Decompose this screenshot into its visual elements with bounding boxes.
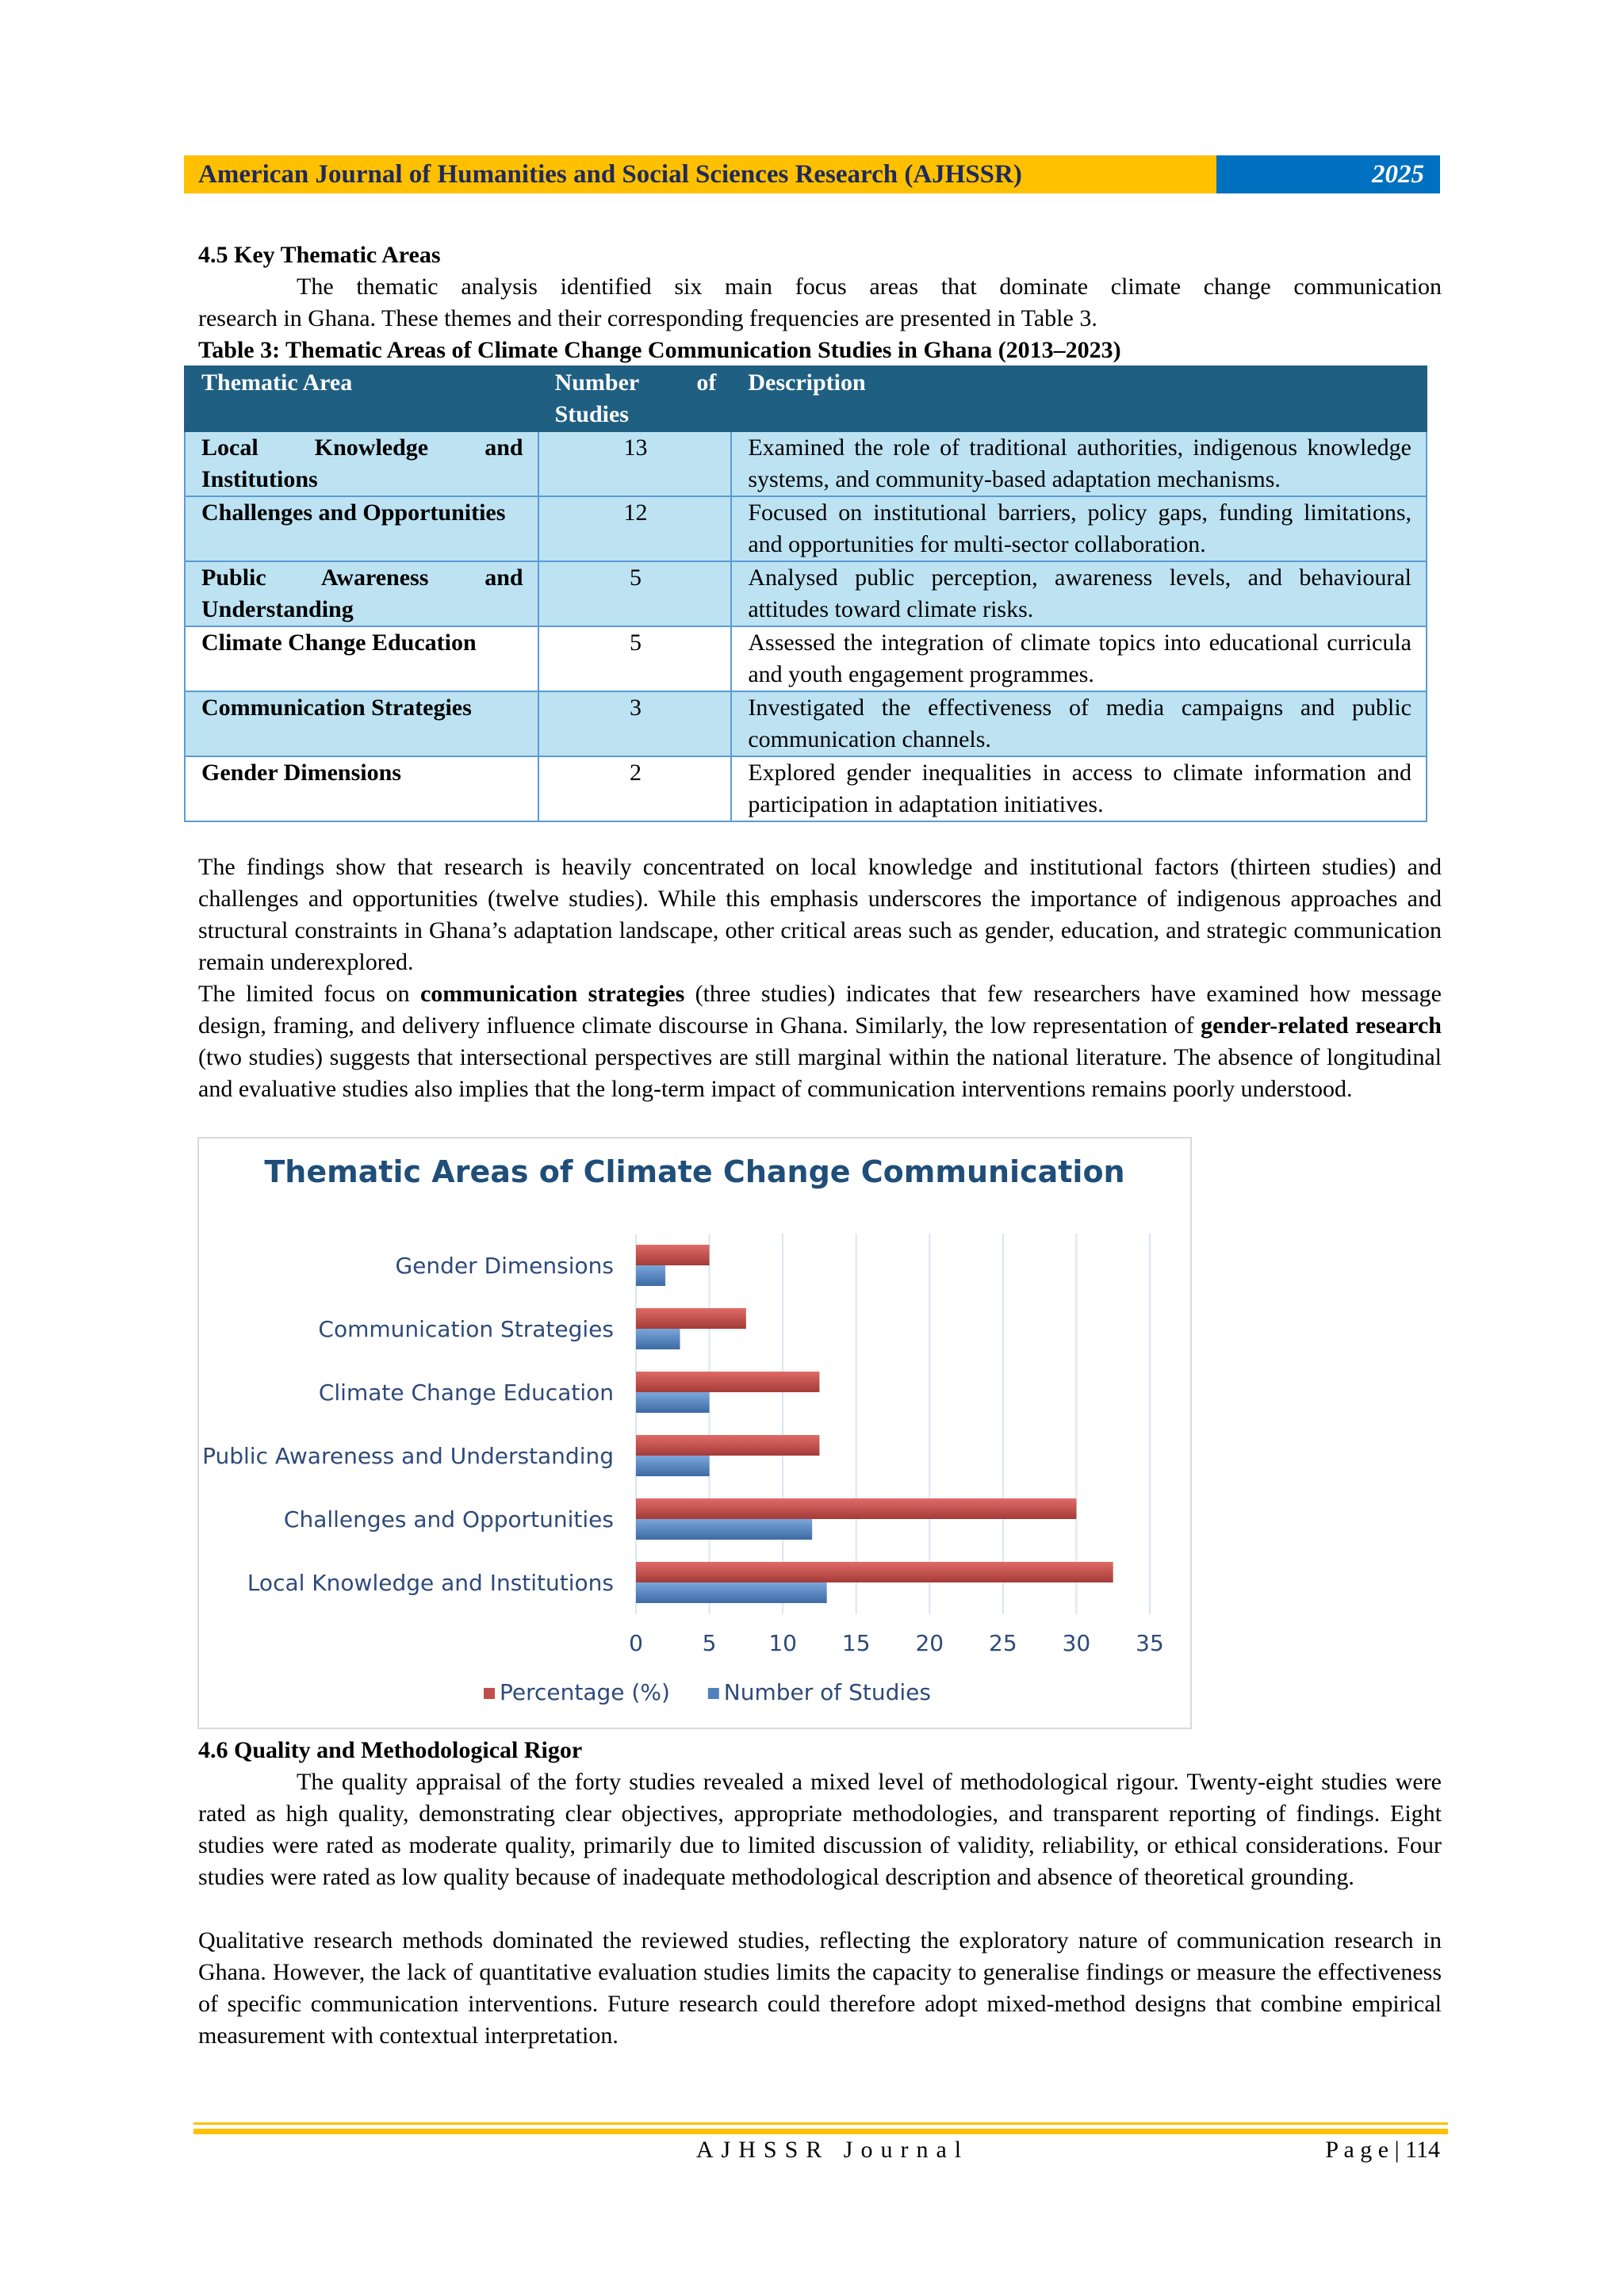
section-heading-4-6: 4.6 Quality and Methodological Rigor <box>198 1737 583 1763</box>
table-row <box>185 496 1427 561</box>
bar-percentage <box>636 1372 819 1392</box>
category-label: Gender Dimensions <box>395 1253 614 1279</box>
chart-title: Thematic Areas of Climate Change Communication <box>264 1154 1125 1189</box>
findings-p2-emphasis-gender: gender-related research <box>1201 1012 1442 1039</box>
bar-studies <box>636 1329 680 1349</box>
bar-percentage <box>636 1308 746 1329</box>
footer-journal: AJHSSR Journal <box>695 2137 970 2163</box>
row-area: Communication Strategies <box>185 691 538 756</box>
findings-paragraph-1: The findings show that research is heavily concentrated on local knowledge and institutional factors (thirteen studies) and challenges and opportunities (twelve studies). While this emphasis underscores the importance of indigenous approaches and structural constraints in Ghana’s adaptation landscape, other critical areas such as gender, education, and strategic communication remain underexplored. <box>198 854 1442 975</box>
bar-percentage <box>636 1245 710 1265</box>
header-description: Description <box>731 366 1427 431</box>
bar-studies <box>636 1519 812 1540</box>
bar-studies <box>636 1582 827 1603</box>
table-row <box>185 626 1427 691</box>
thematic-areas-chart <box>197 1137 1192 1729</box>
bar-percentage <box>636 1435 819 1456</box>
category-label: Communication Strategies <box>318 1316 614 1342</box>
bar-studies <box>636 1456 710 1476</box>
findings-p2-text-e: (two studies) suggests that intersectional perspectives are still marginal within the national literature. The absence of longitudinal and evaluative studies also implies that the long-term impact of communication interventions remains poorly understood. <box>198 1044 1442 1102</box>
table-caption: Table 3: Thematic Areas of Climate Change Communication Studies in Ghana (2013–2023) <box>198 337 1121 363</box>
row-count: 2 <box>538 756 732 821</box>
x-tick-label: 30 <box>1062 1630 1091 1656</box>
table-row <box>185 561 1427 626</box>
row-count: 5 <box>538 626 732 691</box>
row-area: Local Knowledge and Institutions <box>185 431 538 496</box>
category-label: Local Knowledge and Institutions <box>247 1570 614 1596</box>
legend-swatch <box>708 1688 719 1699</box>
quality-paragraph-1: The quality appraisal of the forty studies revealed a mixed level of methodological rigour. Twenty-eight studies were rated as high quality, demonstrating clear objectives, appropriate methodologies, and transparent reporting of findings. Eight studies were rated as moderate quality, primarily due to limited discussion of validity, reliability, or ethical considerations. Four studies were rated as low quality because of inadequate methodological description and absence of theoretical grounding. <box>198 1769 1442 1890</box>
journal-year: 2025 <box>1216 155 1440 193</box>
intro-line-1: The thematic analysis identified six main focus areas that dominate climate change communication <box>297 274 1442 300</box>
category-label: Public Awareness and Understanding <box>202 1443 614 1469</box>
legend-label: Percentage (%) <box>500 1679 670 1705</box>
findings-paragraph-2 <box>198 978 1442 1105</box>
category-label: Challenges and Opportunities <box>283 1506 614 1533</box>
header-thematic-area: Thematic Area <box>185 366 538 431</box>
row-area: Public Awareness and Understanding <box>185 561 538 626</box>
x-tick-label: 25 <box>989 1630 1017 1656</box>
row-count: 3 <box>538 691 732 756</box>
thematic-areas-table <box>184 365 1427 822</box>
x-tick-label: 10 <box>768 1630 797 1656</box>
row-area: Challenges and Opportunities <box>185 496 538 561</box>
table-row <box>185 756 1427 821</box>
row-description: Focused on institutional barriers, policy gaps, funding limitations, and opportunities for multi-sector collaboration. <box>731 496 1427 561</box>
table-row <box>185 691 1427 756</box>
table-header-row <box>185 366 1427 431</box>
header-number-of-studies: Number of Studies <box>538 366 732 431</box>
findings-p2-text-a: The limited focus on <box>198 981 420 1007</box>
footer-rule-thin <box>193 2122 1448 2125</box>
x-tick-label: 20 <box>915 1630 944 1656</box>
bar-studies <box>636 1265 665 1286</box>
findings-p2-emphasis-communication: communication strategies <box>419 981 685 1007</box>
x-tick-label: 15 <box>841 1630 871 1656</box>
row-description: Examined the role of traditional authorities, indigenous knowledge systems, and community-based adaptation mechanisms. <box>731 431 1427 496</box>
chart-canvas <box>199 1138 1190 1728</box>
quality-paragraph-2: Qualitative research methods dominated the reviewed studies, reflecting the exploratory nature of communication research in Ghana. However, the lack of quantitative evaluation studies limits the capacity to generalise findings or measure the effectiveness of specific communication interventions. Future research could therefore adopt mixed-method designs that combine empirical measurement with contextual interpretation. <box>198 1927 1442 2049</box>
row-count: 12 <box>538 496 732 561</box>
x-tick-label: 5 <box>702 1630 717 1656</box>
row-description: Assessed the integration of climate topics into educational curricula and youth engagement programmes. <box>731 626 1427 691</box>
category-label: Climate Change Education <box>318 1380 614 1406</box>
intro-line-2: research in Ghana. These themes and their corresponding frequencies are presented in Table 3. <box>198 305 1097 331</box>
section-heading-4-5: 4.5 Key Thematic Areas <box>198 242 441 268</box>
row-area: Climate Change Education <box>185 626 538 691</box>
bar-studies <box>636 1392 710 1413</box>
bar-percentage <box>636 1562 1113 1582</box>
legend-swatch <box>484 1688 495 1699</box>
row-count: 5 <box>538 561 732 626</box>
row-count: 13 <box>538 431 732 496</box>
page-number: P a g e | 114 <box>1325 2137 1440 2163</box>
row-description: Explored gender inequalities in access to climate information and participation in adaptation initiatives. <box>731 756 1427 821</box>
journal-title-bar: American Journal of Humanities and Social Sciences Research (AJHSSR) <box>184 155 1216 193</box>
row-description: Investigated the effectiveness of media campaigns and public communication channels. <box>731 691 1427 756</box>
legend-label: Number of Studies <box>723 1679 931 1705</box>
x-tick-label: 0 <box>629 1630 643 1656</box>
row-area: Gender Dimensions <box>185 756 538 821</box>
findings-p2-text-c: (three studies) indicates that few researchers have examined how message design, framing, and delivery influence climate discourse in Ghana. Similarly, the low representation of <box>198 981 1442 1039</box>
bar-percentage <box>636 1498 1076 1519</box>
table-row <box>185 431 1427 496</box>
row-description: Analysed public perception, awareness levels, and behavioural attitudes toward climate risks. <box>731 561 1427 626</box>
x-tick-label: 35 <box>1136 1630 1164 1656</box>
